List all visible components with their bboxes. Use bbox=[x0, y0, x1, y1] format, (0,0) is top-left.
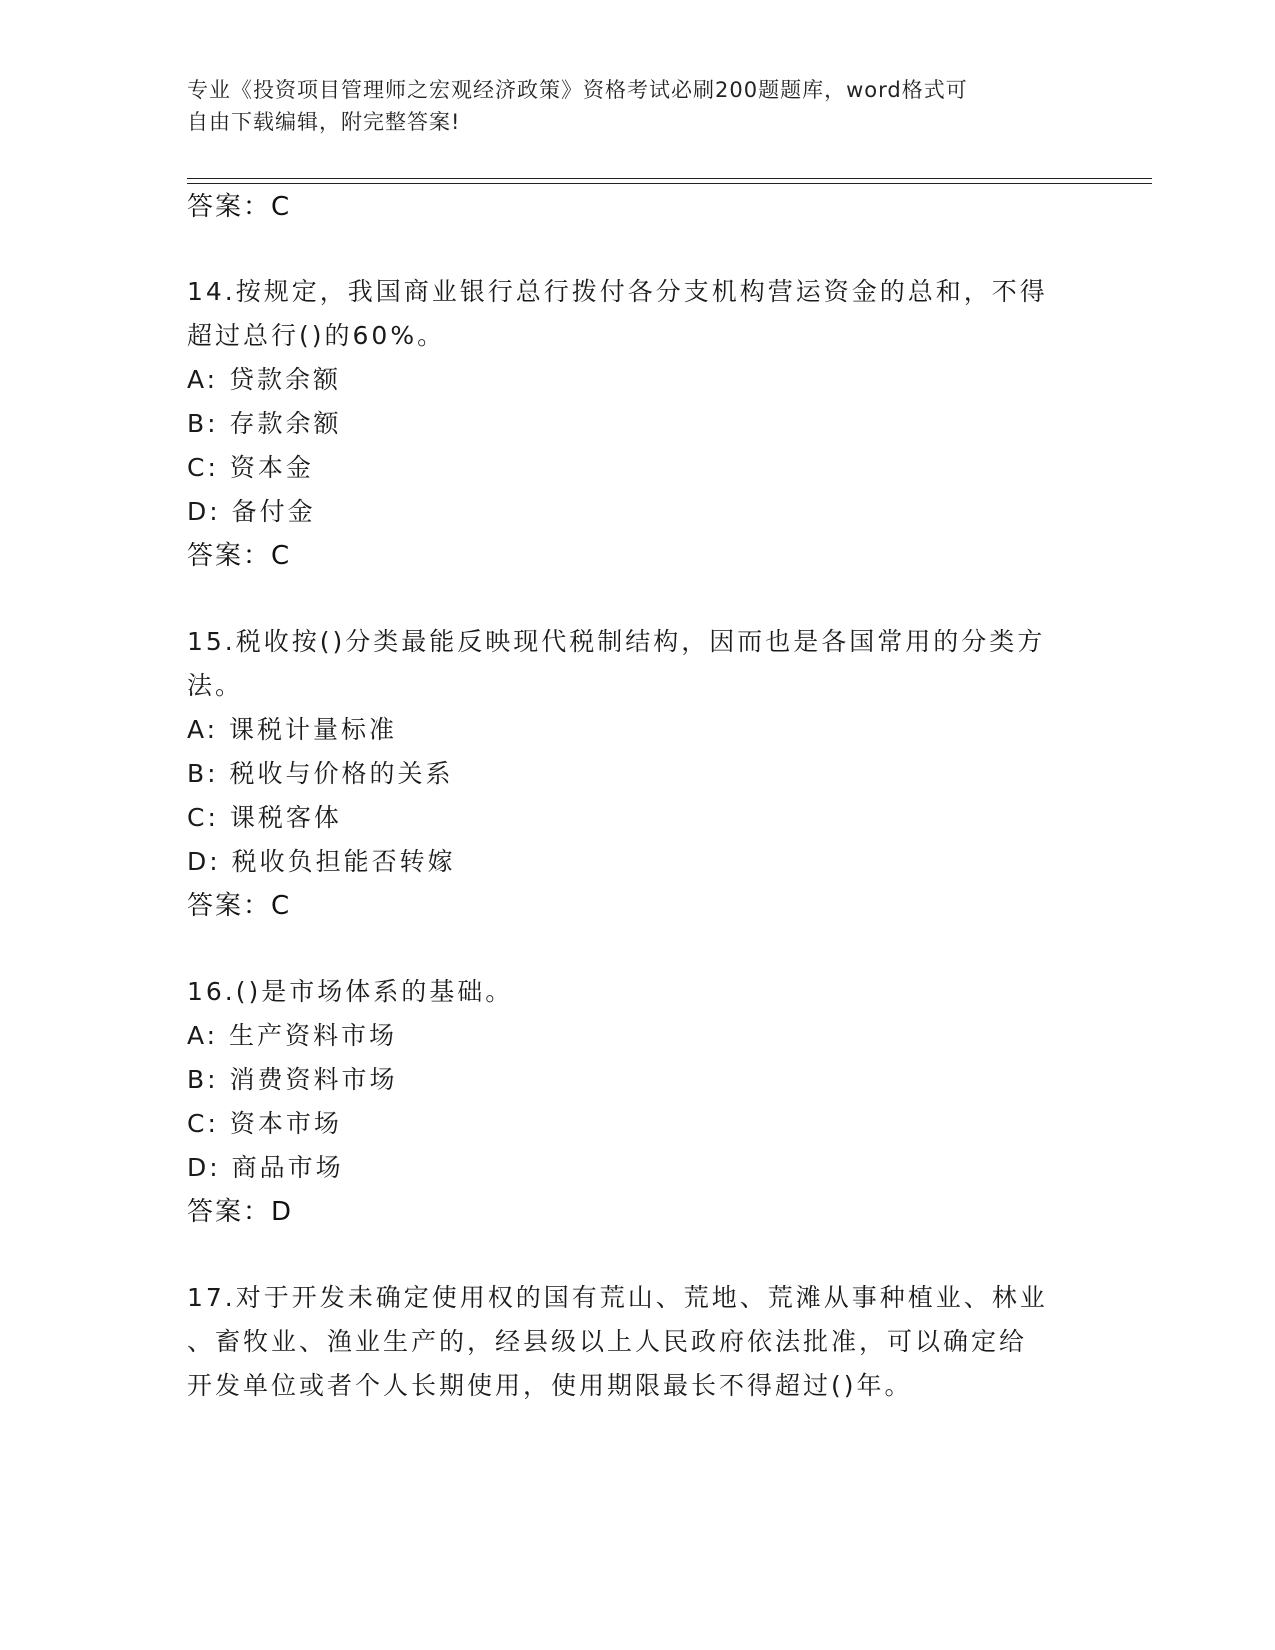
header-line-1: 专业《投资项目管理师之宏观经济政策》资格考试必刷200题题库，word格式可 bbox=[187, 78, 968, 102]
question-15-option-b: B: 税收与价格的关系 bbox=[187, 759, 454, 788]
question-17-stem-line-1: 17.对于开发未确定使用权的国有荒山、荒地、荒滩从事种植业、林业 bbox=[187, 1283, 1048, 1312]
question-16-answer: 答案：D bbox=[187, 1197, 294, 1227]
question-16-option-d: D: 商品市场 bbox=[187, 1153, 344, 1182]
question-16-option-a: A: 生产资料市场 bbox=[187, 1021, 398, 1050]
question-14-stem-line-2: 超过总行()的60%。 bbox=[187, 321, 446, 350]
page-header bbox=[187, 74, 1067, 138]
question-17-stem-line-2: 、畜牧业、渔业生产的，经县级以上人民政府依法批准，可以确定给 bbox=[187, 1327, 1028, 1356]
question-16-option-b: B: 消费资料市场 bbox=[187, 1065, 398, 1094]
question-14-answer: 答案：C bbox=[187, 541, 292, 571]
question-14-stem-line-1: 14.按规定，我国商业银行总行拨付各分支机构营运资金的总和，不得 bbox=[187, 277, 1048, 306]
question-16-stem-line-1: 16.()是市场体系的基础。 bbox=[187, 977, 514, 1006]
question-14-option-c: C: 资本金 bbox=[187, 453, 314, 482]
question-15-option-d: D: 税收负担能否转嫁 bbox=[187, 847, 456, 876]
question-14-option-b: B: 存款余额 bbox=[187, 409, 342, 438]
question-17-stem-line-3: 开发单位或者个人长期使用，使用期限最长不得超过()年。 bbox=[187, 1371, 913, 1400]
header-rule-top bbox=[187, 178, 1152, 179]
answer-prev: 答案：C bbox=[187, 192, 292, 222]
question-15-answer: 答案：C bbox=[187, 891, 292, 921]
question-15-option-c: C: 课税客体 bbox=[187, 803, 342, 832]
question-16-option-c: C: 资本市场 bbox=[187, 1109, 342, 1138]
question-15-stem-line-2: 法。 bbox=[187, 671, 244, 700]
question-15-option-a: A: 课税计量标准 bbox=[187, 715, 398, 744]
question-15-stem-line-1: 15.税收按()分类最能反映现代税制结构，因而也是各国常用的分类方 bbox=[187, 627, 1046, 656]
header-rule-bottom bbox=[187, 183, 1152, 184]
question-14-option-a: A: 贷款余额 bbox=[187, 365, 342, 394]
question-14-option-d: D: 备付金 bbox=[187, 497, 316, 526]
header-line-2: 自由下载编辑，附完整答案! bbox=[187, 110, 461, 134]
